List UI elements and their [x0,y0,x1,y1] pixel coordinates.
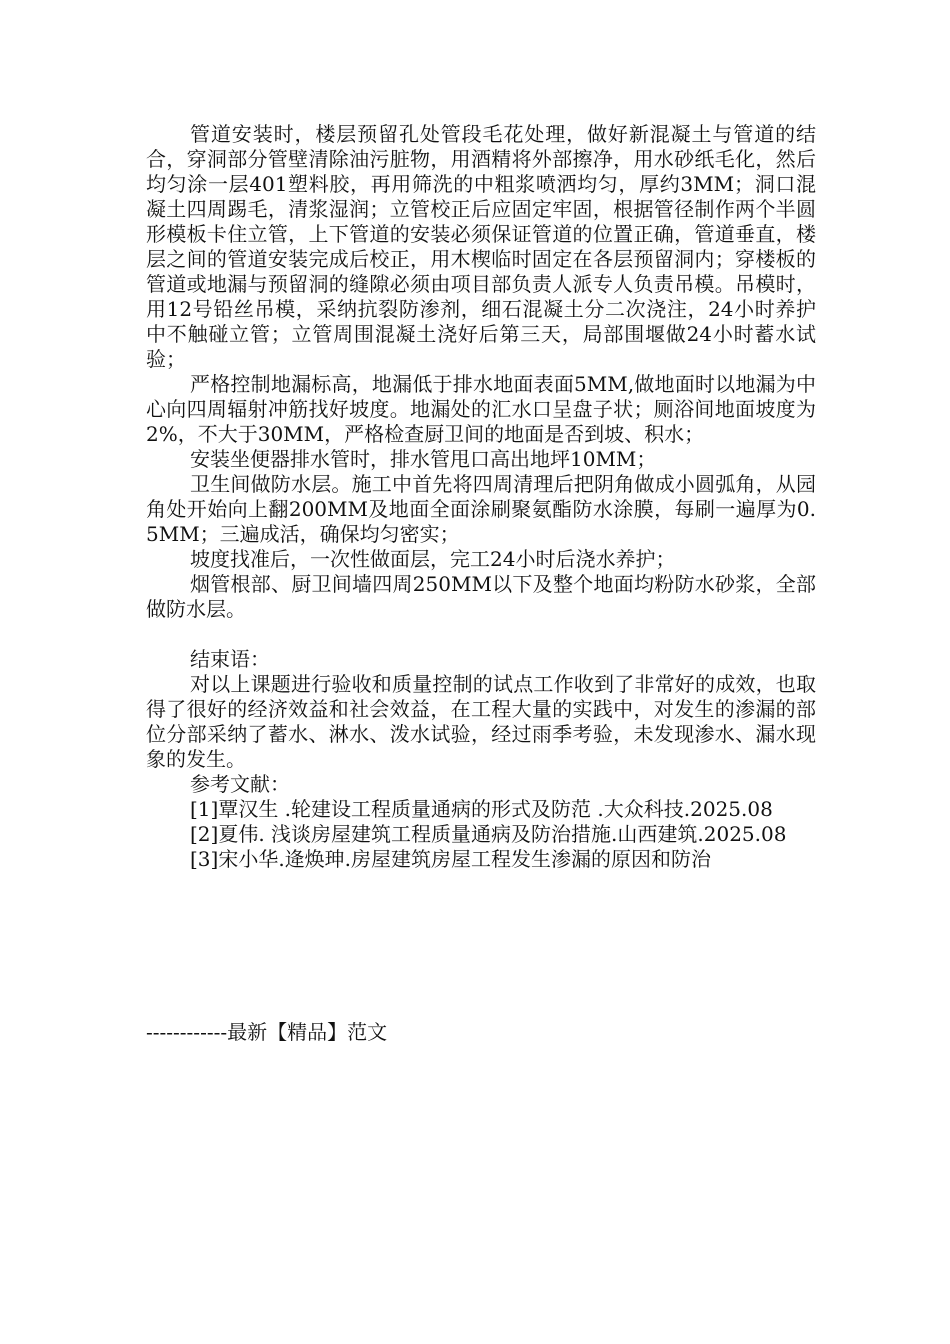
conclusion-text: 对以上课题进行验收和质量控制的试点工作收到了非常好的成效，也取得了很好的经济效益和社会效益，在工程大量的实践中，对发生的渗漏的部位分部采纳了蓄水、淋水、泼水试验，经过雨季考验，未发现渗水、漏水现象的发生。 [146,672,816,771]
document-body [146,122,816,872]
reference-item-1: [1]覃汉生 .轮建设工程质量通病的形式及防范 .大众科技.2025.08 [190,797,773,821]
paragraph-waterproof-layer: 卫生间做防水层。施工中首先将四周清理后把阴角做成小圆弧角，从园角处开始向上翻200MM及地面全面涂刷聚氨酯防水涂膜，每刷一遍厚为0.5MM；三遍成活，确保均匀密实； [146,472,816,546]
page-footer: ------------最新【精品】范文 [146,1020,388,1044]
paragraph-toilet-drain: 安装坐便器排水管时，排水管甩口高出地坪10MM； [190,447,657,471]
references-heading: 参考文献： [190,772,290,796]
blank-line [146,622,816,647]
conclusion-heading: 结束语： [190,647,270,671]
paragraph-pipe-installation: 管道安装时，楼层预留孔处管段毛花处理，做好新混凝土与管道的结合，穿洞部分管壁清除油污脏物，用酒精将外部擦净，用水砂纸毛化，然后均匀涂一层401塑料胶，再用筛洗的中粗浆喷洒均匀，厚约3MM；洞口混凝土四周踢毛，清浆湿润；立管校正后应固定牢固，根据管径制作两个半圆形模板卡住立管，上下管道的安装必须保证管道的位置正确，管道垂直，楼层之间的管道安装完成后校正，用木楔临时固定在各层预留洞内；穿楼板的管道或地漏与预留洞的缝隙必须由项目部负责人派专人负责吊模。吊模时，用12号铅丝吊模，采纳抗裂防渗剂，细石混凝土分二次浇注，24小时养护中不触碰立管；立管周围混凝土浇好后第三天，局部围堰做24小时蓄水试验； [146,122,816,371]
paragraph-slope-surface: 坡度找准后，一次性做面层，完工24小时后浇水养护； [190,547,676,571]
reference-item-2: [2]夏伟. 浅谈房屋建筑工程质量通病及防治措施.山西建筑.2025.08 [190,822,787,846]
paragraph-floor-drain: 严格控制地漏标高，地漏低于排水地面表面5MM,做地面时以地漏为中心向四周辐射冲筋找好坡度。地漏处的汇水口呈盘子状；厕浴间地面坡度为2%，不大于30MM，严格检查厨卫间的地面是否到坡、积水； [146,372,816,446]
reference-item-3: [3]宋小华.逄焕珅.房屋建筑房屋工程发生渗漏的原因和防治 [190,847,712,871]
paragraph-flue-root: 烟管根部、厨卫间墙四周250MM以下及整个地面均粉防水砂浆，全部做防水层。 [146,572,816,621]
